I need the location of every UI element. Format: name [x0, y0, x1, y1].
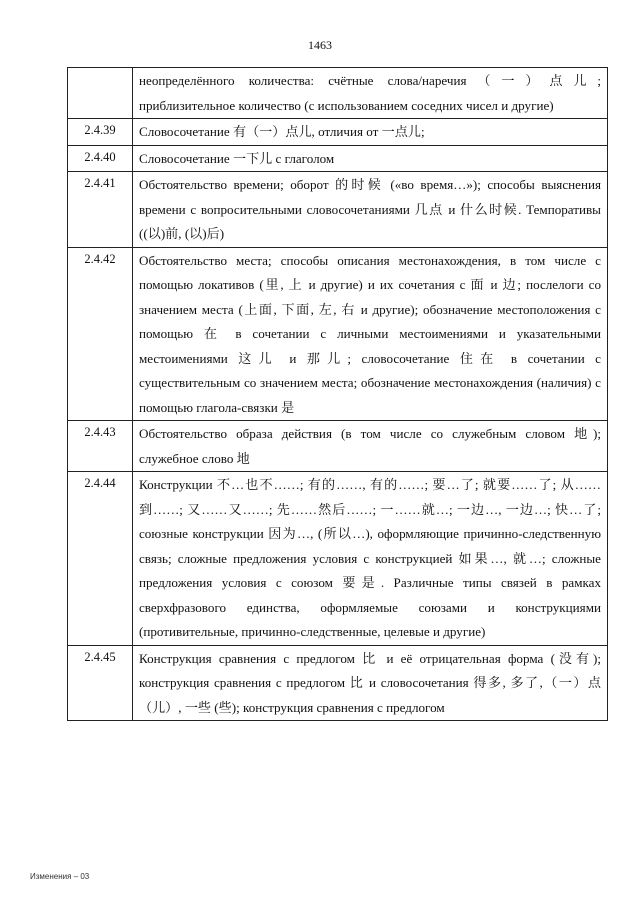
table-row	[68, 645, 608, 721]
section-text: Обстоятельство образа действия (в том числе со служебным словом 地); служебное слово 地	[133, 421, 608, 472]
page-number: 1463	[308, 38, 332, 52]
section-text: Конструкция сравнения с предлогом 比 и её отрицательная форма (没有); конструкция сравнения с предлогом 比 и словосочетания 得多, 多了,（一）点（儿）, 一些 (些); конструкция сравнения с предлогом	[133, 645, 608, 721]
table-row	[68, 172, 608, 248]
section-text: неопределённого количества: счётные слова/наречия（一）点儿; приблизительное количество (с использованием соседних чисел и другие)	[133, 68, 608, 119]
section-number: 2.4.45	[68, 645, 133, 721]
section-number: 2.4.44	[68, 472, 133, 646]
table-row	[68, 145, 608, 172]
syllabus-table	[67, 67, 608, 721]
section-number: 2.4.42	[68, 247, 133, 421]
section-text: Словосочетание 一下儿 с глаголом	[133, 145, 608, 172]
table-row	[68, 68, 608, 119]
section-text: Обстоятельство места; способы описания местонахождения, в том числе с помощью локативов (里, 上 и другие) и их сочетания с 面 и 边; послелоги со значением места (上面, 下面, 左, 右 и другие); обозначение местоположения с помощью 在 в сочетании с личными местоимениями и указательными местоимениями 这儿 и 那儿; словосочетание 住在 в сочетании с существительным со значением места; обозначение местонахождения (наличия) с помощью глагола-связки 是	[133, 247, 608, 421]
section-number: 2.4.40	[68, 145, 133, 172]
table-row	[68, 472, 608, 646]
table-row	[68, 119, 608, 146]
section-number: 2.4.43	[68, 421, 133, 472]
table-row	[68, 421, 608, 472]
section-number	[68, 68, 133, 119]
section-text: Словосочетание 有（一）点儿, отличия от 一点儿;	[133, 119, 608, 146]
section-text: Конструкции 不…也不……; 有的……, 有的……; 要…了; 就要……了; 从……到……; 又……又……; 先……然后……; 一……就…; 一边…, 一边…; 快…了; союзные конструкции 因为…, (所以…), оформляющие причинно-следственную связь; сложные предложения условия с конструкцией 如果…, 就…; сложные предложения условия с союзом 要是. Различные типы связей в рамках сверхфразового единства, оформляемые союзами и конструкциями (противительные, причинно-следственные, целевые и другие)	[133, 472, 608, 646]
section-text: Обстоятельство времени; оборот 的时候 («во время…»); способы выяснения времени с вопросительными словосочетаниями 几点 и 什么时候. Темпоративы ((以)前, (以)后)	[133, 172, 608, 248]
revision-footer: Изменения – 03	[30, 872, 90, 881]
table-row	[68, 247, 608, 421]
section-number: 2.4.39	[68, 119, 133, 146]
section-number: 2.4.41	[68, 172, 133, 248]
